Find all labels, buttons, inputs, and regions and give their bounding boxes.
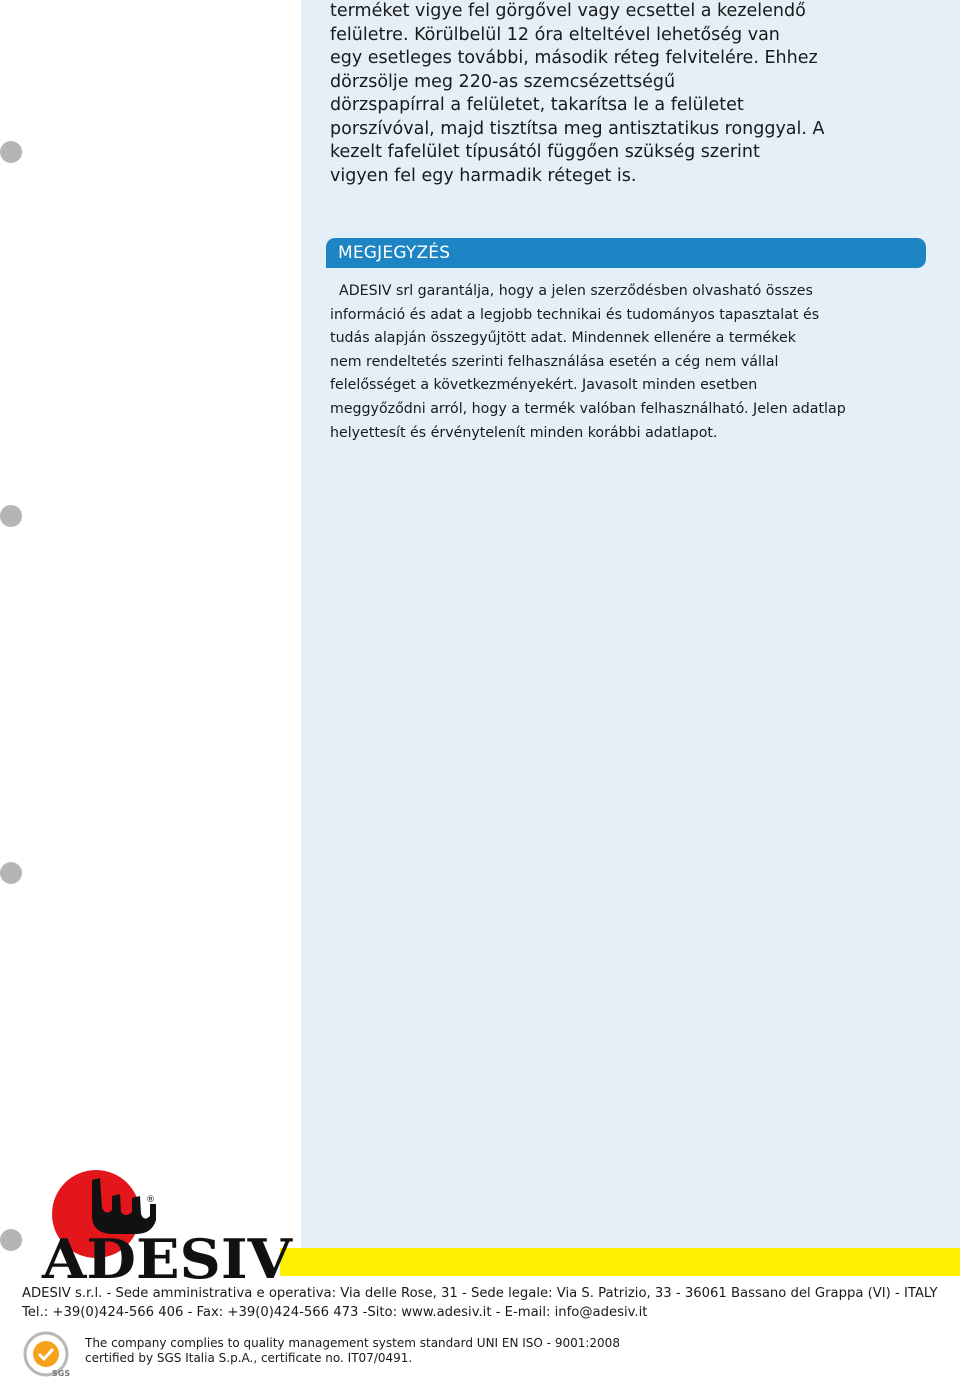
binder-hole	[0, 141, 22, 163]
text-line: egy esetleges további, második réteg felvitelére. Ehhez	[330, 48, 818, 68]
logo-wordmark: ADESIV	[40, 1227, 294, 1284]
text-line: nem rendeltetés szerinti felhasználása esetén a cég nem vállal	[330, 353, 779, 370]
binder-hole	[0, 862, 22, 884]
footer-address: ADESIV s.r.l. - Sede amministrativa e operativa: Via delle Rose, 31 - Sede legale: Via S. Patrizio, 33 - 36061 Bassano del Grappa (VI) - ITALY	[22, 1286, 938, 1301]
text-line: tudás alapján összegyűjtött adat. Mindennek ellenére a termékek	[330, 330, 796, 347]
text-line: vigyen fel egy harmadik réteget is.	[330, 165, 637, 186]
text-line: certified by SGS Italia S.p.A., certificate no. IT07/0491.	[85, 1351, 413, 1365]
registered-mark: ®	[146, 1195, 155, 1205]
text-line: felelősséget a következményekért. Javasolt minden esetben	[330, 377, 758, 394]
badge-label: SGS	[52, 1369, 71, 1378]
binder-hole	[0, 1229, 22, 1251]
text-line: kezelt fafelület típusától függően szükség szerint	[330, 142, 760, 162]
binder-hole	[0, 505, 22, 527]
text-line: porszívóval, majd tisztítsa meg antisztatikus ronggyal. A	[330, 118, 825, 139]
text-line: dörzspapírral a felületet, takarítsa le a felületet	[330, 95, 744, 115]
text-line: helyettesít és érvénytelenít minden korábbi adatlapot.	[330, 424, 718, 441]
note-paragraph	[330, 280, 910, 445]
text-line: információ és adat a legjobb technikai és tudományos tapasztalat és	[330, 306, 820, 323]
sgs-certification-badge	[20, 1330, 74, 1378]
footer-contact: Tel.: +39(0)424-566 406 - Fax: +39(0)424-566 473 -Sito: www.adesiv.it - E-mail: info@adesiv.it	[22, 1305, 648, 1320]
brand-stripe	[280, 1248, 960, 1276]
note-heading-bar	[326, 238, 926, 268]
adesiv-logo	[40, 1160, 300, 1284]
text-line: ADESIV srl garantálja, hogy a jelen szerződésben olvasható összes	[339, 283, 813, 299]
note-heading: MEGJEGYZÉS	[338, 243, 451, 263]
intro-paragraph	[330, 0, 930, 188]
text-line: dörzsölje meg 220-as szemcsézettségű	[330, 71, 676, 92]
text-line: The company complies to quality management system standard UNI EN ISO - 9001:2008	[85, 1336, 620, 1350]
text-line: terméket vigye fel görgővel vagy ecsettel a kezelendő	[330, 1, 806, 21]
text-line: felületre. Körülbelül 12 óra elteltével lehetőség van	[330, 24, 780, 45]
certification-text	[85, 1336, 620, 1366]
text-line: meggyőződni arról, hogy a termék valóban felhasználható. Jelen adatlap	[330, 400, 846, 417]
